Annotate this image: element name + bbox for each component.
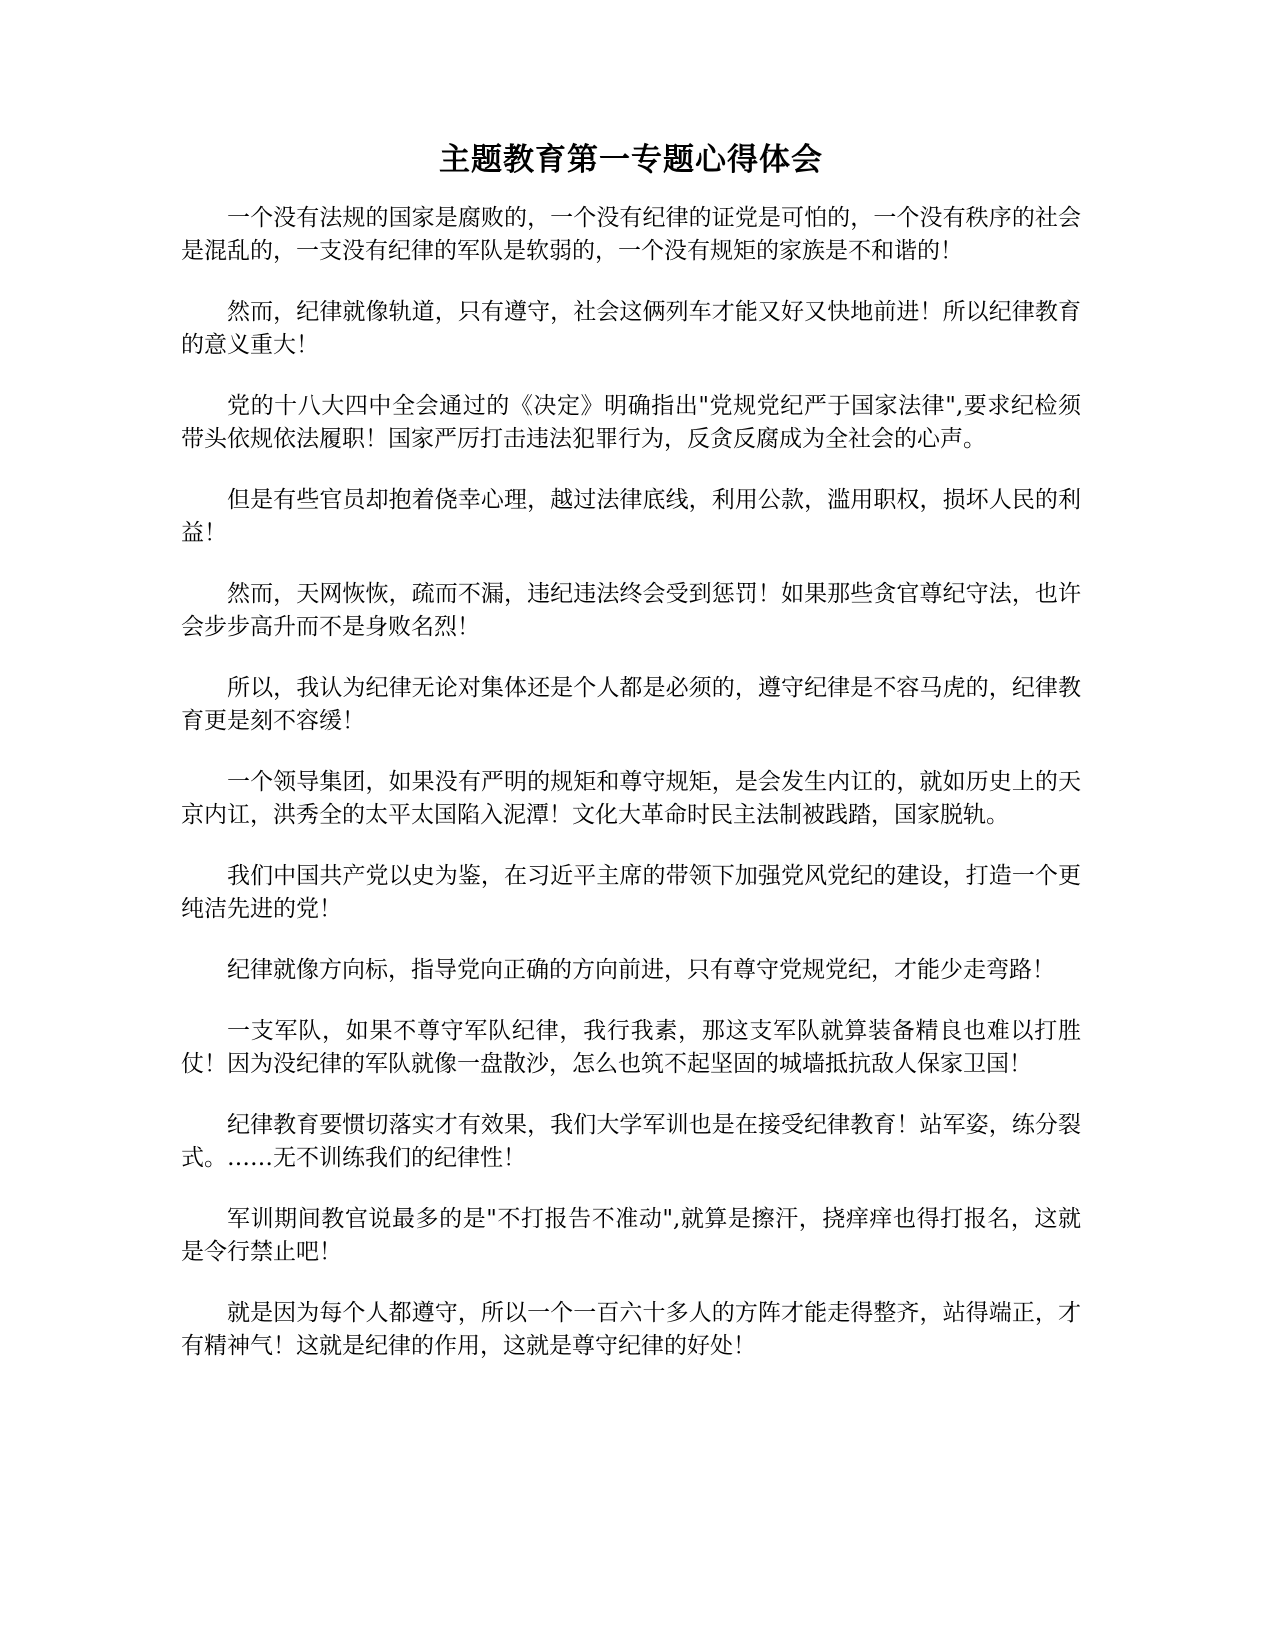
paragraph-9: 纪律就像方向标，指导党向正确的方向前进，只有尊守党规党纪，才能少走弯路！ [227,957,1055,983]
paragraph-8: 我们中国共产党以史为鉴，在习近平主席的带领下加强党风党纪的建设，打造一个更纯洁先进的党！ [181,863,1081,922]
paragraph-12: 军训期间教官说最多的是"不打报告不准动",就算是擦汗，挠痒痒也得打报名，这就是令行禁止吧！ [181,1206,1081,1265]
document-title: 主题教育第一专题心得体会 [439,142,823,178]
paragraph-5: 然而，天网恢恢，疏而不漏，违纪违法终会受到惩罚！如果那些贪官尊纪守法，也许会步步高升而不是身败名烈！ [181,581,1081,640]
paragraph-7: 一个领导集团，如果没有严明的规矩和尊守规矩，是会发生内讧的，就如历史上的天京内讧，洪秀全的太平太国陷入泥潭！文化大革命时民主法制被践踏，国家脱轨。 [181,769,1081,828]
paragraph-13: 就是因为每个人都遵守，所以一个一百六十多人的方阵才能走得整齐，站得端正，才有精神气！这就是纪律的作用，这就是尊守纪律的好处！ [181,1300,1081,1359]
paragraph-10: 一支军队，如果不尊守军队纪律，我行我素，那这支军队就算装备精良也难以打胜仗！因为没纪律的军队就像一盘散沙，怎么也筑不起坚固的城墙抵抗敌人保家卫国！ [181,1018,1081,1077]
paragraph-3: 党的十八大四中全会通过的《决定》明确指出"党规党纪严于国家法律",要求纪检须带头依规依法履职！国家严厉打击违法犯罪行为，反贪反腐成为全社会的心声。 [181,393,1081,452]
paragraph-2: 然而，纪律就像轨道，只有遵守，社会这俩列车才能又好又快地前进！所以纪律教育的意义重大！ [181,299,1081,358]
paragraph-6: 所以，我认为纪律无论对集体还是个人都是必须的，遵守纪律是不容马虎的，纪律教育更是刻不容缓！ [181,675,1081,734]
document-page [181,140,1081,1391]
paragraph-4: 但是有些官员却抱着侥幸心理，越过法律底线，利用公款，滥用职权，损坏人民的利益！ [181,487,1081,546]
paragraph-11: 纪律教育要惯切落实才有效果，我们大学军训也是在接受纪律教育！站军姿，练分裂式。……无不训练我们的纪律性！ [181,1112,1081,1171]
paragraph-1: 一个没有法规的国家是腐败的，一个没有纪律的证党是可怕的，一个没有秩序的社会是混乱的，一支没有纪律的军队是软弱的，一个没有规矩的家族是不和谐的！ [181,205,1081,264]
